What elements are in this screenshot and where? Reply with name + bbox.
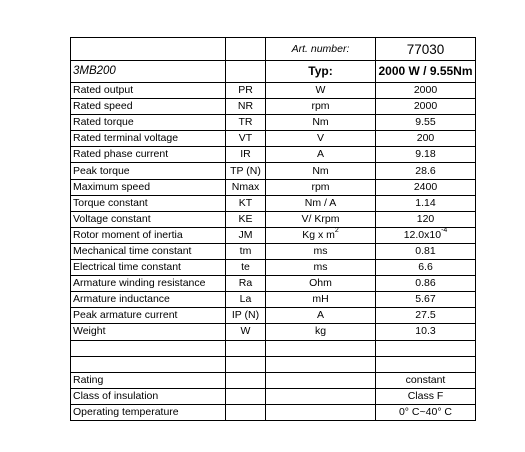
empty-row	[71, 356, 476, 372]
model-name: 3MB200	[71, 61, 226, 83]
spec-name	[71, 292, 226, 308]
spec-value	[376, 195, 476, 211]
spec-name	[71, 179, 226, 195]
spec-name-text: Weight	[73, 325, 106, 338]
spec-unit	[266, 292, 376, 308]
spec-unit	[266, 276, 376, 292]
extra-value-text: constant	[405, 373, 446, 386]
art-number-value: 77030	[376, 38, 476, 61]
empty-cell	[226, 340, 266, 356]
spec-value-text: 2000	[413, 100, 438, 113]
spec-value-text: 2000	[413, 84, 438, 97]
empty-row	[71, 340, 476, 356]
spec-symbol	[226, 292, 266, 308]
typ-label: Typ:	[266, 61, 376, 83]
spec-unit-text: W	[315, 84, 326, 97]
empty-cell	[376, 356, 476, 372]
spec-symbol-text: PR	[238, 84, 253, 97]
spec-unit	[266, 131, 376, 147]
spec-symbol-text: IR	[240, 148, 251, 161]
spec-symbol	[226, 308, 266, 324]
spec-name-text: Peak armature current	[73, 309, 178, 322]
spec-symbol-text: JM	[238, 228, 253, 241]
empty-cell	[226, 61, 266, 83]
spec-value-text: 9.55	[415, 116, 436, 129]
empty-cell	[266, 372, 376, 388]
spec-unit	[266, 308, 376, 324]
spec-row	[71, 195, 476, 211]
empty-cell	[266, 404, 376, 420]
spec-value-text: 1.14	[415, 196, 436, 209]
spec-unit-text: rpm	[311, 100, 330, 113]
spec-name	[71, 131, 226, 147]
spec-value-superscript: -4	[441, 226, 448, 234]
spec-symbol	[226, 163, 266, 179]
spec-name-text: Torque constant	[73, 196, 148, 209]
spec-name-text: Armature inductance	[73, 293, 170, 306]
empty-cell	[71, 340, 226, 356]
spec-name	[71, 163, 226, 179]
extra-value-text: 0° C~40° C	[398, 405, 453, 418]
spec-unit	[266, 179, 376, 195]
spec-row	[71, 131, 476, 147]
spec-name	[71, 211, 226, 227]
spec-unit	[266, 324, 376, 340]
spec-symbol-text: La	[239, 293, 252, 306]
empty-cell	[266, 388, 376, 404]
spec-symbol	[226, 227, 266, 243]
extra-name-text: Rating	[73, 373, 104, 386]
extra-row	[71, 388, 476, 404]
spec-unit-text: Kg x m	[302, 228, 335, 241]
extra-value-text: Class F	[407, 389, 444, 402]
empty-cell	[226, 372, 266, 388]
spec-value	[376, 83, 476, 99]
spec-value-text: 0.86	[415, 277, 436, 290]
spec-symbol	[226, 211, 266, 227]
empty-cell	[226, 404, 266, 420]
spec-symbol-text: NR	[237, 100, 254, 113]
spec-name-text: Voltage constant	[73, 212, 151, 225]
spec-unit	[266, 147, 376, 163]
spec-value	[376, 276, 476, 292]
art-number-label: Art. number:	[266, 38, 376, 61]
spec-unit	[266, 211, 376, 227]
empty-cell	[266, 340, 376, 356]
spec-value-text: 28.6	[415, 164, 436, 177]
spec-symbol	[226, 147, 266, 163]
spec-symbol	[226, 195, 266, 211]
spec-value	[376, 99, 476, 115]
spec-name	[71, 308, 226, 324]
spec-row	[71, 324, 476, 340]
spec-unit-text: Nm	[312, 164, 329, 177]
spec-symbol-text: KE	[238, 212, 253, 225]
spec-row	[71, 83, 476, 99]
spec-unit-text: A	[316, 309, 324, 322]
spec-symbol	[226, 276, 266, 292]
spec-value-text: 9.18	[415, 148, 436, 161]
empty-cell	[226, 388, 266, 404]
spec-value	[376, 211, 476, 227]
spec-unit-superscript: 2	[334, 226, 339, 234]
spec-name	[71, 99, 226, 115]
spec-row	[71, 308, 476, 324]
spec-symbol	[226, 260, 266, 276]
spec-unit-text: rpm	[311, 180, 330, 193]
spec-value	[376, 131, 476, 147]
empty-cell	[376, 340, 476, 356]
spec-value-text: 27.5	[415, 309, 436, 322]
typ-value: 2000 W / 9.55Nm	[376, 61, 476, 83]
spec-name	[71, 83, 226, 99]
spec-value-text: 120	[416, 212, 435, 225]
spec-value	[376, 324, 476, 340]
spec-value-text: 5.67	[415, 293, 436, 306]
empty-cell	[226, 38, 266, 61]
spec-unit-text: V/ Krpm	[301, 212, 340, 225]
spec-row	[71, 227, 476, 243]
spec-value-text: 12.0x10	[403, 228, 442, 241]
spec-symbol	[226, 99, 266, 115]
spec-row	[71, 115, 476, 131]
spec-row	[71, 211, 476, 227]
spec-symbol-text: Ra	[238, 277, 253, 290]
spec-value	[376, 147, 476, 163]
spec-symbol-text: VT	[238, 132, 253, 145]
spec-value-text: 200	[416, 132, 435, 145]
spec-value-text: 6.6	[418, 261, 433, 274]
spec-symbol	[226, 83, 266, 99]
spec-name-text: Peak torque	[73, 164, 130, 177]
extra-name	[71, 388, 226, 404]
spec-unit-text: ms	[313, 244, 328, 257]
empty-cell	[71, 356, 226, 372]
extra-name	[71, 404, 226, 420]
extra-name-text: Class of insulation	[73, 389, 159, 402]
model-row	[71, 61, 476, 83]
spec-name-text: Maximum speed	[73, 180, 151, 193]
spec-unit	[266, 163, 376, 179]
spec-row	[71, 276, 476, 292]
spec-name-text: Rated terminal voltage	[73, 132, 179, 145]
extra-row	[71, 404, 476, 420]
spec-value-text: 0.81	[415, 244, 436, 257]
empty-cell	[266, 356, 376, 372]
spec-unit	[266, 99, 376, 115]
spec-name-text: Rated speed	[73, 100, 133, 113]
spec-name	[71, 195, 226, 211]
extra-value	[376, 404, 476, 420]
spec-unit	[266, 195, 376, 211]
spec-value	[376, 260, 476, 276]
spec-row	[71, 292, 476, 308]
spec-row	[71, 99, 476, 115]
spec-row	[71, 163, 476, 179]
spec-row	[71, 260, 476, 276]
spec-name-text: Rotor moment of inertia	[73, 228, 183, 241]
spec-symbol	[226, 179, 266, 195]
spec-value	[376, 227, 476, 243]
spec-symbol-text: TR	[238, 116, 253, 129]
spec-value	[376, 292, 476, 308]
spec-name-text: Rated phase current	[73, 148, 169, 161]
spec-unit	[266, 115, 376, 131]
spec-symbol-text: tm	[239, 244, 252, 257]
spec-symbol-text: Nmax	[231, 180, 260, 193]
spec-unit-text: A	[316, 148, 324, 161]
spec-table-body	[71, 38, 476, 421]
empty-cell	[226, 356, 266, 372]
spec-symbol	[226, 324, 266, 340]
spec-unit-text: ms	[313, 261, 328, 274]
extra-name	[71, 372, 226, 388]
spec-unit-text: Ohm	[309, 277, 332, 290]
spec-value	[376, 243, 476, 259]
spec-unit	[266, 243, 376, 259]
spec-symbol-text: TP (N)	[230, 164, 261, 177]
spec-symbol	[226, 115, 266, 131]
spec-symbol-text: te	[241, 261, 250, 274]
spec-name	[71, 324, 226, 340]
spec-unit-text: V	[316, 132, 324, 145]
spec-name-text: Mechanical time constant	[73, 244, 192, 257]
spec-value-text: 2400	[413, 180, 438, 193]
spec-name	[71, 243, 226, 259]
spec-name	[71, 227, 226, 243]
spec-name	[71, 260, 226, 276]
spec-symbol-text: KT	[238, 196, 253, 209]
spec-value-text: 10.3	[415, 325, 436, 338]
spec-symbol-text: IP (N)	[231, 309, 260, 322]
spec-row	[71, 179, 476, 195]
spec-name-text: Rated output	[73, 84, 134, 97]
extra-name-text: Operating temperature	[73, 405, 179, 418]
extra-value	[376, 372, 476, 388]
spec-unit-text: Nm	[312, 116, 329, 129]
spec-name	[71, 115, 226, 131]
spec-value	[376, 163, 476, 179]
extra-row	[71, 372, 476, 388]
spec-row	[71, 147, 476, 163]
spec-value	[376, 308, 476, 324]
spec-value	[376, 115, 476, 131]
spec-name	[71, 147, 226, 163]
spec-unit	[266, 227, 376, 243]
extra-value	[376, 388, 476, 404]
spec-row	[71, 243, 476, 259]
empty-cell	[71, 38, 226, 61]
spec-unit-text: mH	[312, 293, 329, 306]
spec-value	[376, 179, 476, 195]
spec-symbol-text: W	[240, 325, 251, 338]
spec-name-text: Rated torque	[73, 116, 134, 129]
spec-symbol	[226, 243, 266, 259]
spec-unit	[266, 83, 376, 99]
spec-name	[71, 276, 226, 292]
motor-spec-table	[70, 37, 476, 421]
spec-symbol	[226, 131, 266, 147]
spec-name-text: Armature winding resistance	[73, 277, 206, 290]
spec-unit-text: Nm / A	[304, 196, 337, 209]
art-number-row	[71, 38, 476, 61]
spec-unit-text: kg	[314, 325, 327, 338]
spec-unit	[266, 260, 376, 276]
spec-name-text: Electrical time constant	[73, 261, 181, 274]
